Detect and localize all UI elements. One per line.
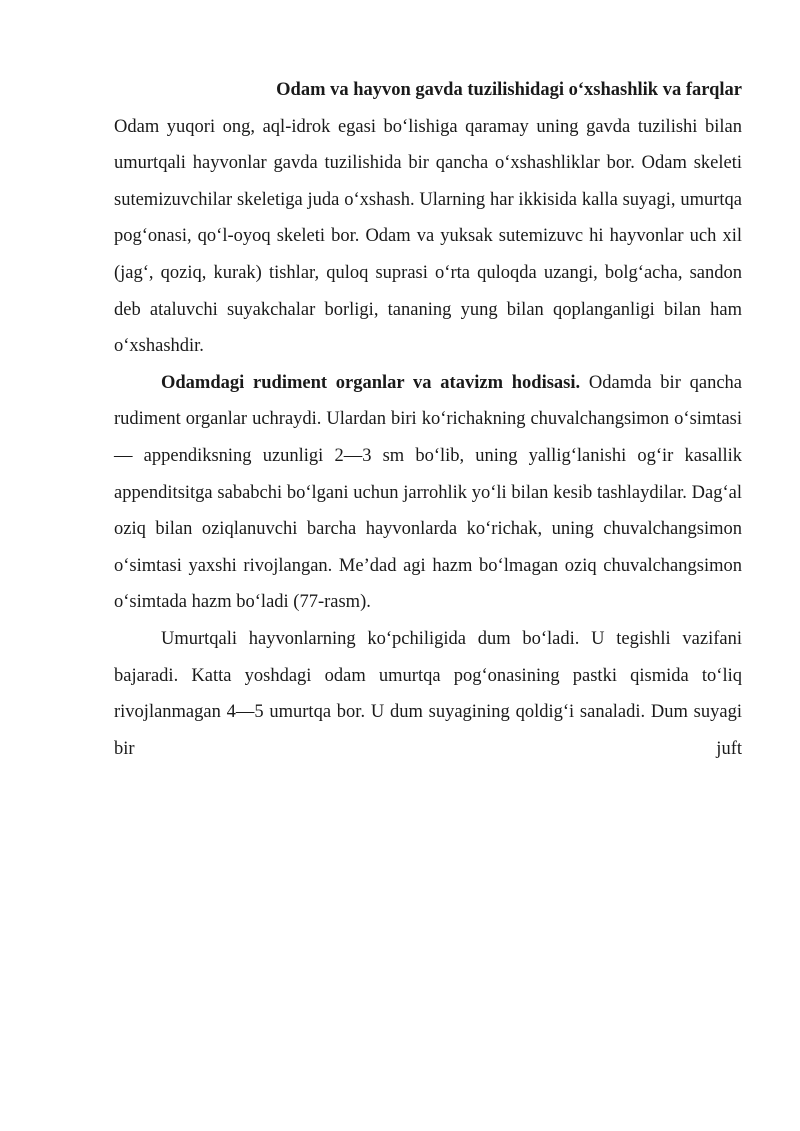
document-page bbox=[114, 72, 742, 767]
paragraph-similarities: Odam yuqori ong, aql-idrok egasi bo‘lishiga qaramay uning gavda tuzilishi bilan umurtqali hayvonlar gavda tuzilishida bir qancha o‘xshashliklar bor. Odam skeleti sutemizuvchilar skeletiga juda o‘xshash. Ularning har ikkisida kalla suyagi, umurtqa pog‘onasi, qo‘l-oyoq skeleti bor. Odam va yuksak sutemizuvc hi hayvonlar uch xil (jag‘, qoziq, kurak) tishlar, quloq suprasi o‘rta quloqda uzangi, bolg‘acha, sandon deb ataluvchi suyakchalar borligi, tananing yung bilan qoplanganligi bilan ham o‘xshashdir. bbox=[114, 116, 742, 357]
document-title: Odam va hayvon gavda tuzilishidagi o‘xshashlik va farqlar bbox=[276, 80, 742, 100]
paragraph-rudiments-text: Odamda bir qancha rudiment organlar uchraydi. Ulardan biri ko‘richakning chuvalchangsimon o‘simtasi — appendiksning uzunligi 2—3 sm bo‘lib, uning yallig‘lanishi og‘ir kasallik appenditsitga sababchi bo‘lgani uchun jarrohlik yo‘li bilan kesib tashlaydilar. Dag‘al oziq bilan oziqlanuvchi barcha hayvonlarda ko‘richak, uning chuvalchangsimon o‘simtasi yaxshi rivojlangan. Me’dad agi hazm bo‘lmagan oziq chuvalchangsimon o‘simtada hazm bo‘ladi (77-rasm). bbox=[114, 372, 742, 613]
paragraph-rudiments bbox=[114, 365, 742, 621]
paragraph-rudiments-heading: Odamdagi rudiment organlar va atavizm hodisasi. bbox=[161, 372, 581, 393]
paragraph-tail: Umurtqali hayvonlarning ko‘pchiligida dum bo‘ladi. U tegishli vazifani bajaradi. Katta yoshdagi odam umurtqa pog‘onasining pastki qismida to‘liq rivojlanmagan 4—5 umurtqa bor. U dum suyagining qoldig‘i sanaladi. Dum suyagi bir juft bbox=[114, 628, 742, 759]
